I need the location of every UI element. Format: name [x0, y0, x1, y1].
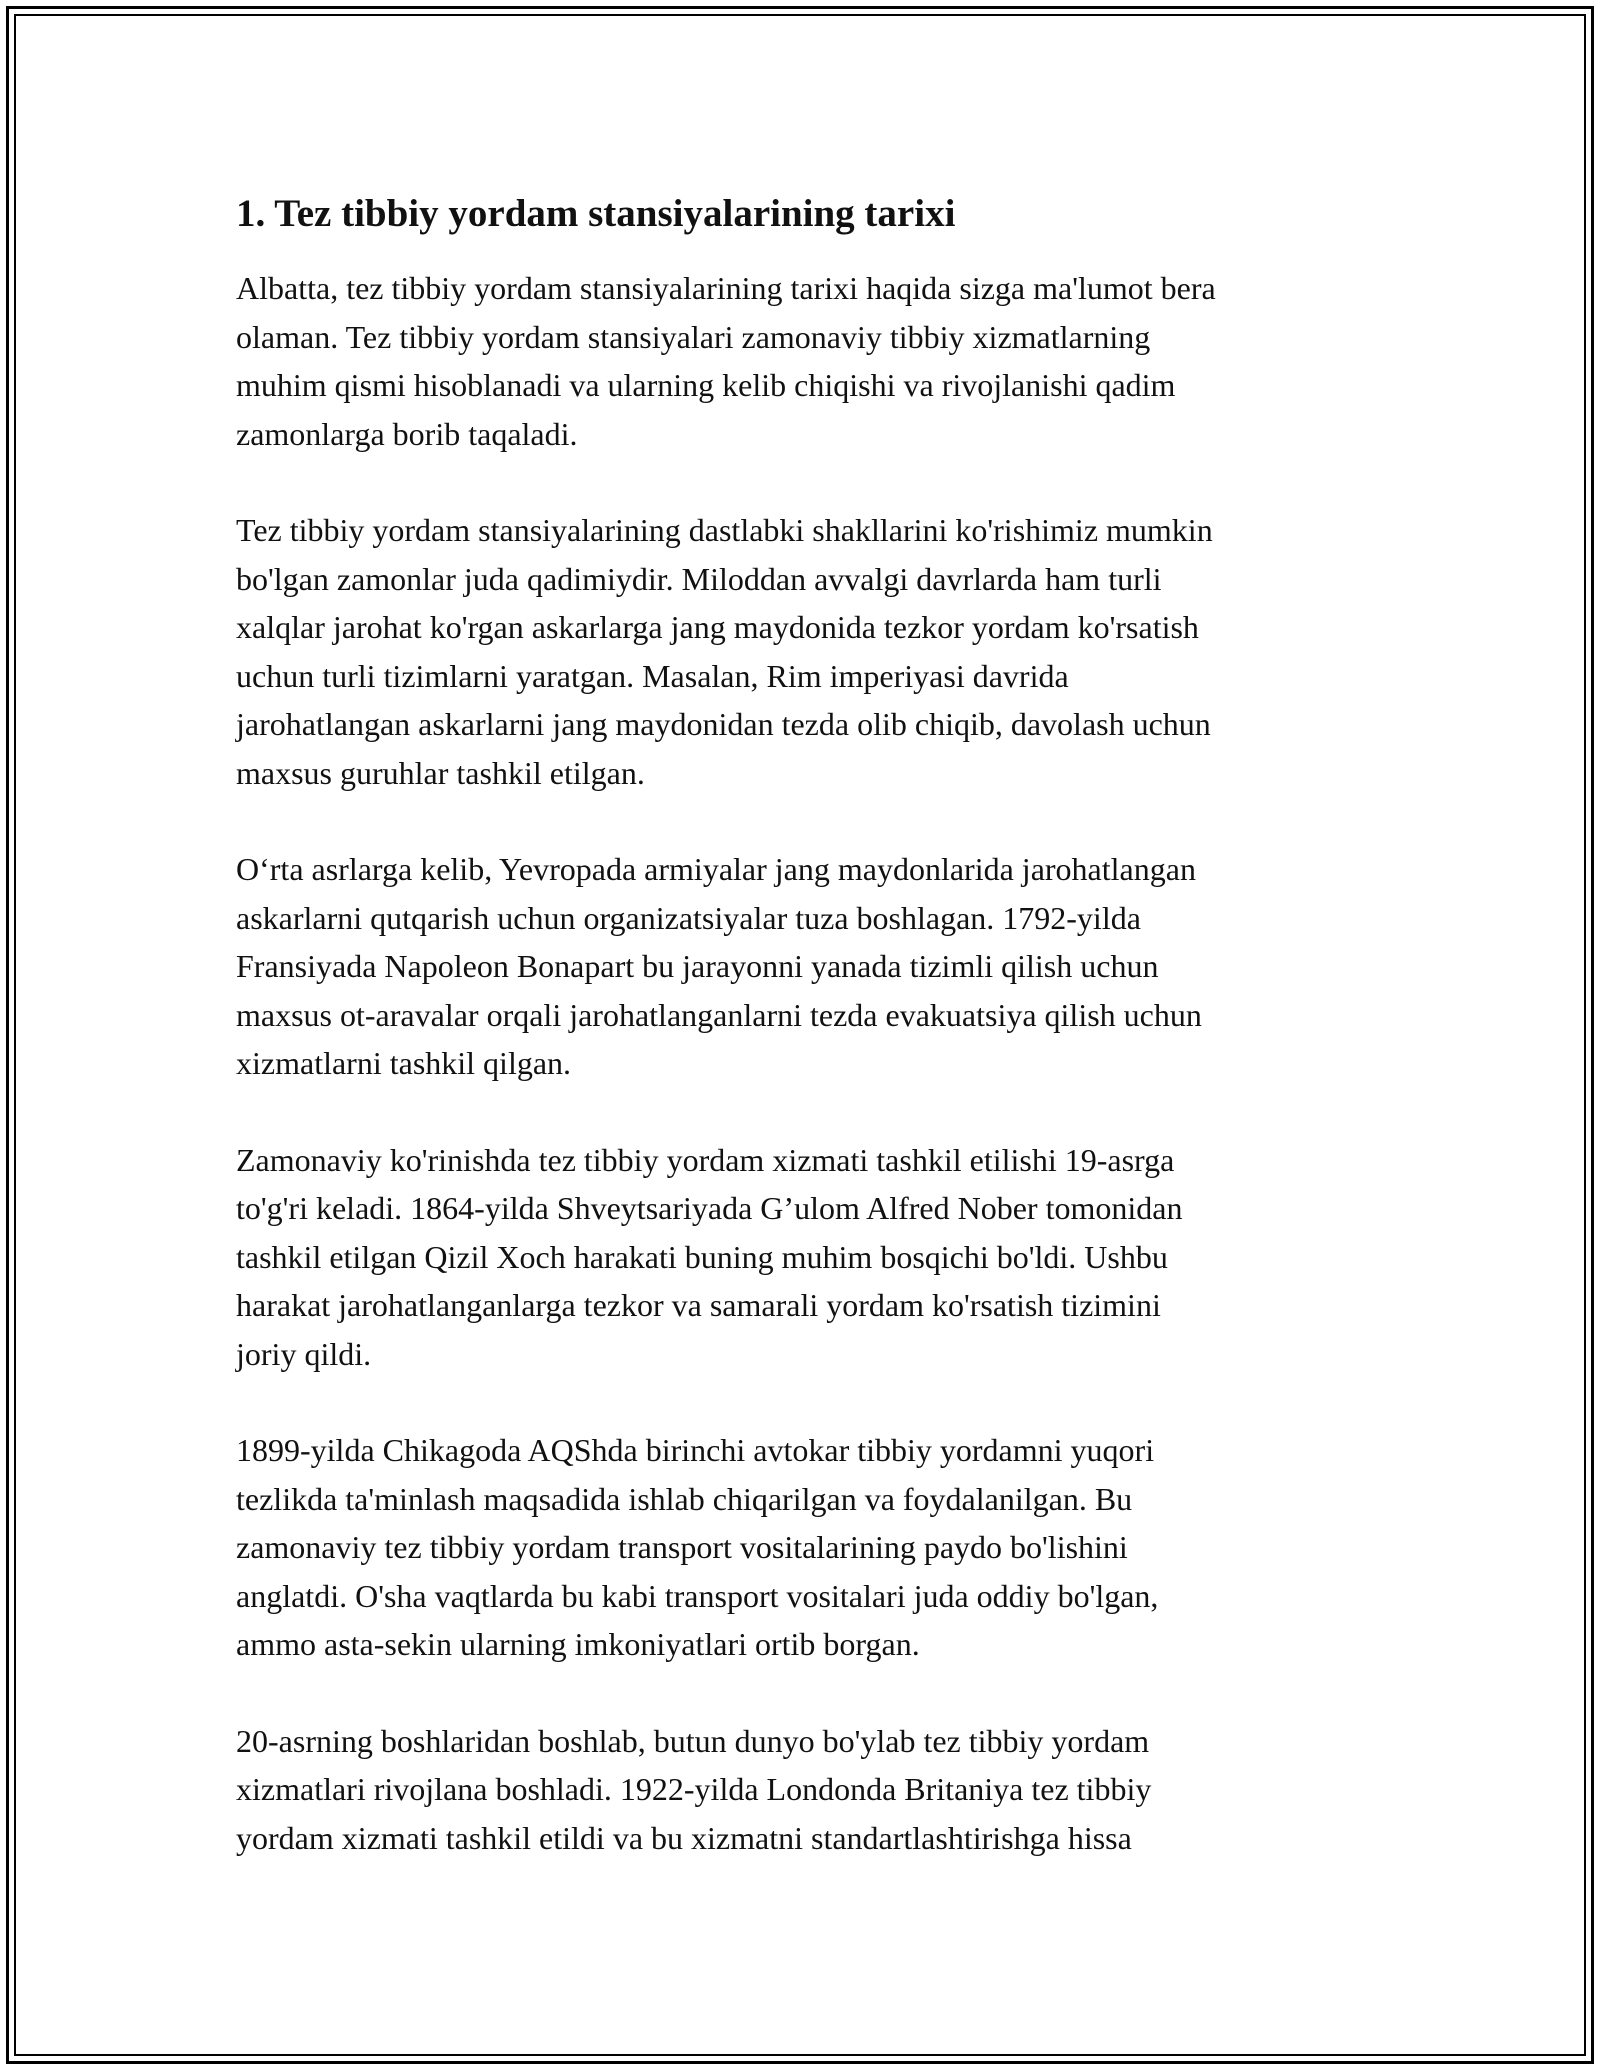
text-line: xizmatlarni tashkil qilgan.: [236, 1045, 572, 1081]
text-line: olaman. Tez tibbiy yordam stansiyalari zamonaviy tibbiy xizmatlarning: [236, 318, 1151, 355]
paragraph-6: [236, 1717, 1376, 1863]
text-line: bo'lgan zamonlar juda qadimiydir. Miloddan avvalgi davrlarda ham turli: [236, 560, 1162, 597]
text-line: tashkil etilgan Qizil Xoch harakati buning muhim bosqichi bo'ldi. Ushbu: [236, 1238, 1168, 1275]
text-line: askarlarni qutqarish uchun organizatsiyalar tuza boshlagan. 1792-yilda: [236, 899, 1141, 936]
text-line: 20-asrning boshlaridan boshlab, butun dunyo bo'ylab tez tibbiy yordam: [236, 1722, 1150, 1759]
section-title: 1. Tez tibbiy yordam stansiyalarining tarixi: [236, 192, 956, 235]
text-line: maxsus guruhlar tashkil etilgan.: [236, 754, 645, 791]
text-line: uchun turli tizimlarni yaratgan. Masalan, Rim imperiyasi davrida: [236, 657, 1069, 694]
text-line: tezlikda ta'minlash maqsadida ishlab chiqarilgan va foydalanilgan. Bu: [236, 1480, 1133, 1517]
text-line: jarohatlangan askarlarni jang maydonidan tezda olib chiqib, davolash uchun: [236, 706, 1211, 742]
paragraph-4: [236, 1136, 1376, 1379]
text-line: yordam xizmati tashkil etildi va bu xizmatni standartlashtirishga hissa: [236, 1819, 1132, 1856]
document-body: [236, 186, 1376, 1910]
paragraph-5: [236, 1426, 1376, 1669]
text-line: 1899-yilda Chikagoda AQShda birinchi avtokar tibbiy yordamni yuqori: [236, 1432, 1155, 1468]
text-line: Tez tibbiy yordam stansiyalarining dastlabki shakllarini ko'rishimiz mumkin: [236, 512, 1213, 548]
paragraph-1: [236, 264, 1376, 458]
paragraph-2: [236, 506, 1376, 797]
text-line: muhim qismi hisoblanadi va ularning kelib chiqishi va rivojlanishi qadim: [236, 367, 1176, 403]
paragraph-3: [236, 845, 1376, 1088]
text-line: zamonlarga borib taqaladi.: [236, 415, 578, 452]
text-line: O‘rta asrlarga kelib, Yevropada armiyalar jang maydonlarida jarohatlangan: [236, 851, 1196, 887]
text-line: Fransiyada Napoleon Bonapart bu jarayonni yanada tizimli qilish uchun: [236, 948, 1159, 984]
text-line: to'g'ri keladi. 1864-yilda Shveytsariyada G’ulom Alfred Nober tomonidan: [236, 1190, 1183, 1226]
text-line: anglatdi. O'sha vaqtlarda bu kabi transport vositalari juda oddiy bo'lgan,: [236, 1577, 1159, 1614]
text-line: harakat jarohatlanganlarga tezkor va samarali yordam ko'rsatish tizimini: [236, 1287, 1161, 1323]
text-line: Zamonaviy ko'rinishda tez tibbiy yordam xizmati tashkil etilishi 19-asrga: [236, 1141, 1175, 1178]
text-line: xalqlar jarohat ko'rgan askarlarga jang maydonida tezkor yordam ko'rsatish: [236, 609, 1199, 645]
text-line: zamonaviy tez tibbiy yordam transport vositalarining paydo bo'lishini: [236, 1529, 1128, 1565]
text-line: joriy qildi.: [236, 1335, 372, 1372]
text-line: ammo asta-sekin ularning imkoniyatlari ortib borgan.: [236, 1626, 920, 1662]
text-line: maxsus ot-aravalar orqali jarohatlanganlarni tezda evakuatsiya qilish uchun: [236, 996, 1202, 1033]
text-line: Albatta, tez tibbiy yordam stansiyalarining tarixi haqida sizga ma'lumot bera: [236, 270, 1216, 306]
text-line: xizmatlari rivojlana boshladi. 1922-yilda Londonda Britaniya tez tibbiy: [236, 1771, 1152, 1807]
